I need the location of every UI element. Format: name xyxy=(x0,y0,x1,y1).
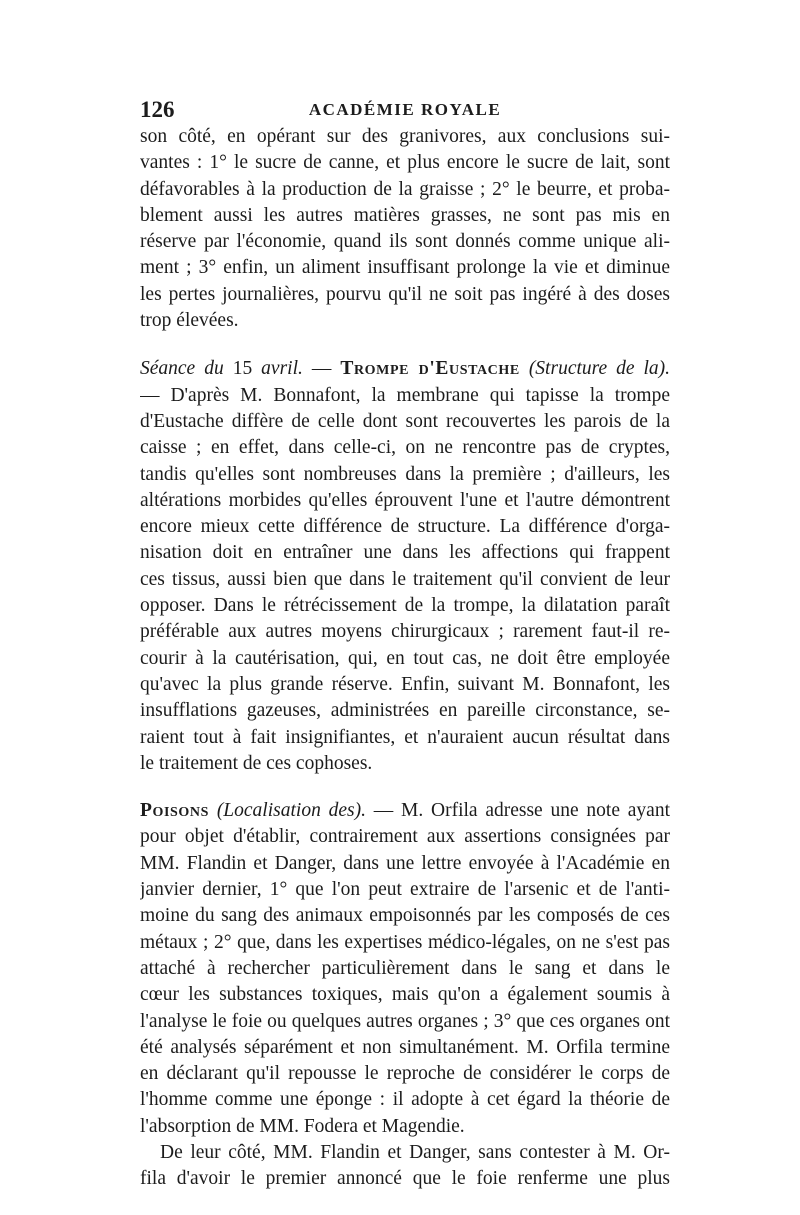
paragraph-sugar-fat xyxy=(140,124,670,334)
text-line: tandis qu'elles sont nombreuses dans la première ; d'ailleurs, les xyxy=(140,463,670,485)
text-line: MM. Flandin et Danger, dans une lettre envoyée à l'Académie en xyxy=(140,852,670,874)
text-line: raient tout à fait insignifiantes, et n'auraient aucun résultat dans xyxy=(140,726,670,748)
text-line: altérations morbides qu'elles éprouvent l'une et l'autre démontrent xyxy=(140,489,670,511)
seance-label: Séance du xyxy=(140,358,224,380)
text-line: été analysés séparément et non simultanément. M. Orfila termine xyxy=(140,1036,670,1058)
text-line: d'Eustache diffère de celle dont sont recouvertes les parois de la xyxy=(140,410,670,432)
text-line: De leur côté, MM. Flandin et Danger, sans contester à M. Or- xyxy=(160,1141,670,1163)
text-line: cœur les substances toxiques, mais qu'on a également soumis à xyxy=(140,984,670,1006)
text-line: blement aussi les autres matières grasses, ne sont pas mis en xyxy=(140,204,670,226)
text-line: opposer. Dans le rétrécissement de la trompe, la dilatation paraît xyxy=(140,595,670,617)
topic-subheading: (Structure de la). xyxy=(528,358,670,380)
text-line: défavorables à la production de la graisse ; 2° le beurre, et proba- xyxy=(140,178,670,200)
paragraph-spacer xyxy=(140,334,670,356)
text-block xyxy=(140,124,670,1193)
text-line: fila d'avoir le premier annoncé que le foie renferme une plus xyxy=(140,1168,670,1190)
text-line: insufflations gazeuses, administrées en pareille circonstance, se- xyxy=(140,700,670,722)
text-line: le traitement de ces cophoses. xyxy=(140,752,373,774)
text-line: en déclarant qu'il repousse le reproche de considérer le corps de xyxy=(140,1063,670,1085)
paragraph-poisons xyxy=(140,798,670,1140)
text-line: pour objet d'établir, contrairement aux assertions consignées par xyxy=(140,826,670,848)
section-heading-line xyxy=(140,356,670,382)
topic-subheading: (Localisation des). xyxy=(216,800,366,822)
heading-dash: — xyxy=(311,358,332,380)
text-line: janvier dernier, 1° que l'on peut extraire de l'arsenic et de l'anti- xyxy=(140,879,670,901)
page-number: 126 xyxy=(140,97,175,122)
text-line: l'absorption de MM. Fodera et Magendie. xyxy=(140,1115,465,1137)
text-line: attaché à rechercher particulièrement dans le sang et dans le xyxy=(140,957,670,979)
paragraph-flandin-danger xyxy=(140,1140,670,1193)
topic-heading: Trompe d'Eustache xyxy=(340,358,520,380)
text-line: métaux ; 2° que, dans les expertises médico-légales, on ne s'est pas xyxy=(140,931,670,953)
text-line: l'homme comme une éponge : il adopte à cet égard la théorie de xyxy=(140,1089,670,1111)
text-line: courir à la cautérisation, qui, en tout cas, ne doit être employée xyxy=(140,647,670,669)
running-title: ACADÉMIE ROYALE xyxy=(308,100,502,119)
text-line: les pertes journalières, pourvu qu'il ne soit pas ingéré à des doses xyxy=(140,283,670,305)
text-line: l'analyse le foie ou quelques autres organes ; 3° que ces organes ont xyxy=(140,1010,670,1032)
text-line: encore mieux cette différence de structure. La différence d'orga- xyxy=(140,516,670,538)
paragraph-spacer xyxy=(140,777,670,798)
text-line: préférable aux autres moyens chirurgicaux ; rarement faut-il re- xyxy=(140,621,670,643)
seance-month: avril. xyxy=(261,358,303,380)
text-line: son côté, en opérant sur des granivores, aux conclusions sui- xyxy=(140,126,670,147)
text-line: moine du sang des animaux empoisonnés par les composés de ces xyxy=(140,905,670,927)
text-line: ces tissus, aussi bien que dans le traitement qu'il convient de leur xyxy=(140,568,670,590)
text-line: ment ; 3° enfin, un aliment insuffisant prolonge la vie et diminue xyxy=(140,257,670,279)
text-line: trop élevées. xyxy=(140,310,239,332)
text-line: vantes : 1° le sucre de canne, et plus encore le sucre de lait, sont xyxy=(140,152,670,174)
section-heading-line xyxy=(140,798,670,824)
topic-heading: Poisons xyxy=(140,800,210,822)
text-line: qu'avec la plus grande réserve. Enfin, suivant M. Bonnafont, les xyxy=(140,673,670,695)
heading-text: — M. Orfila adresse une note ayant xyxy=(373,800,670,822)
running-head xyxy=(140,95,670,125)
paragraph-trompe-eustache xyxy=(140,356,670,777)
text-line: réserve par l'économie, quand ils sont donnés comme unique ali- xyxy=(140,231,670,253)
text-line: caisse ; en effet, dans celle-ci, on ne rencontre pas de cryptes, xyxy=(140,437,670,459)
seance-day: 15 xyxy=(232,358,253,380)
text-line: — D'après M. Bonnafont, la membrane qui tapisse la trompe xyxy=(140,384,670,406)
text-line: nisation doit en entraîner une dans les affections qui frappent xyxy=(140,542,670,564)
